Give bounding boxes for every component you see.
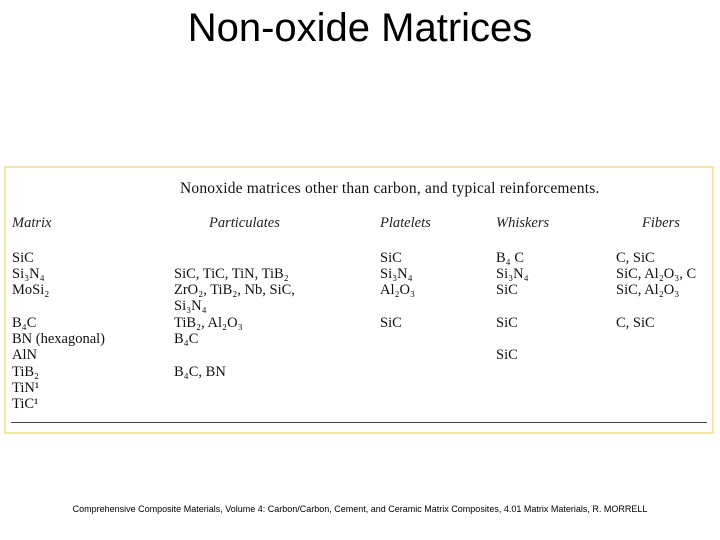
cell-fibers: SiC, Al₂O₃, C (616, 266, 697, 282)
cell-whiskers: B₄ C (496, 250, 525, 266)
cell-whiskers: SiC (496, 347, 518, 363)
cell-matrix: AlN (12, 347, 37, 363)
header-particulates: Particulates (209, 215, 280, 231)
cell-matrix: TiB₂ (12, 364, 40, 380)
cell-matrix: MoSi₂ (12, 282, 50, 298)
cell-platelets: Si₃N₄ (380, 266, 413, 282)
table-bottom-rule (11, 422, 707, 423)
cell-platelets: SiC (380, 315, 402, 331)
cell-particulates: SiC, TiC, TiN, TiB₂ (174, 266, 289, 282)
cell-matrix: TiC¹ (12, 396, 39, 412)
header-whiskers: Whiskers (496, 215, 550, 231)
cell-whiskers: SiC (496, 315, 518, 331)
cell-particulates: B₄C, BN (174, 364, 226, 380)
header-platelets: Platelets (380, 215, 431, 231)
cell-whiskers: SiC (496, 282, 518, 298)
cell-platelets: SiC (380, 250, 402, 266)
table-caption: Nonoxide matrices other than carbon, and typical reinforcements. (180, 180, 600, 197)
cell-whiskers: Si₃N₄ (496, 266, 529, 282)
source-citation: Comprehensive Composite Materials, Volume 4: Carbon/Carbon, Cement, and Ceramic Matrix Composites, 4.01 Matrix Materials, R. MORRELL (72, 504, 648, 514)
cell-fibers: C, SiC (616, 315, 655, 331)
cell-particulates: Si₃N₄ (174, 298, 207, 314)
cell-matrix: BN (hexagonal) (12, 331, 106, 347)
cell-matrix: B₄C (12, 315, 37, 331)
header-matrix: Matrix (12, 215, 52, 231)
table-image-frame (4, 166, 714, 434)
cell-matrix: TiN¹ (12, 380, 40, 396)
slide-title: Non-oxide Matrices (187, 6, 533, 50)
cell-particulates: B₄C (174, 331, 199, 347)
cell-matrix: SiC (12, 250, 34, 266)
cell-platelets: Al₂O₃ (380, 282, 416, 298)
cell-fibers: C, SiC (616, 250, 655, 266)
cell-fibers: SiC, Al₂O₃ (616, 282, 680, 298)
cell-particulates: ZrO₂, TiB₂, Nb, SiC, (174, 282, 295, 298)
cell-particulates: TiB₂, Al₂O₃ (174, 315, 243, 331)
cell-matrix: Si₃N₄ (12, 266, 45, 282)
header-fibers: Fibers (642, 215, 680, 231)
